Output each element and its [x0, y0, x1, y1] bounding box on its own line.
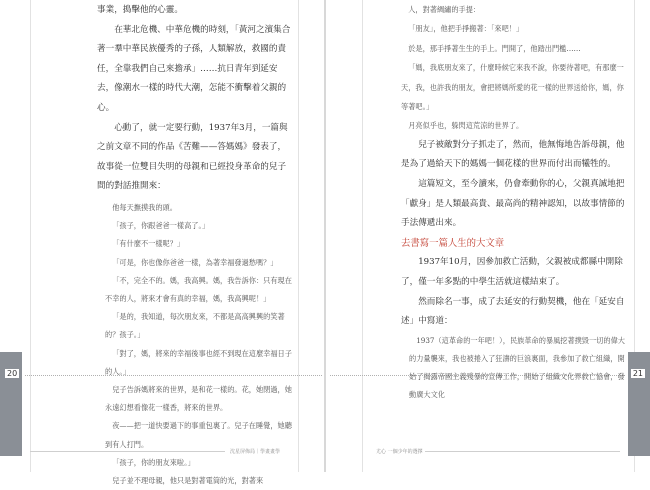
left-edge-band: [0, 352, 22, 456]
right-edge-band: [628, 352, 650, 456]
body-paragraph: 1937年10月，因參加救亡活動，父親被成都縣中開除了，僅一年多點的中學生活就這樣結束了。: [401, 257, 623, 287]
dialog-line: 他每天撫摸我的頭。: [112, 202, 177, 212]
right-page-number: 21: [632, 369, 643, 378]
body-paragraph: 這篇短文，至今讀來，仍會牽動你的心，父親真誠地把「獻身」是人類最高貴、最高尚的精神認知，以故事情節的手法傳遞出來。: [401, 179, 625, 229]
dialog-line: 「對了，媽，將來的幸福後事也經不到現在這麼幸福日子的人。」: [105, 348, 292, 376]
dialog-line: 「有什麼不一樣呢？」: [112, 239, 185, 249]
dialog-line: 「媽，我底朋友來了，什麼時候它來我不說，你要待著吧，有那麼一天，我，也許我的朋友，會把將媽所愛的花一樣的世界送給你，媽，你等著吧。」: [401, 63, 624, 112]
dialog-line: 兒子並不理母親，他只是對著電筒的光，對著來: [112, 475, 264, 485]
dialog-line: 於是，那手掙著生生的手上。門開了，他踏出門檻……: [408, 43, 581, 53]
dialog-line: 兒子告訴媽將來的世界，是和花一樣的。花，她閉過，她永遠幻想看像花一樣香，將來的世界。: [105, 384, 292, 413]
left-text-column: [97, 1, 293, 490]
dialog-line: 夜——把一道快要過下的事重包裏了。兒子在睡覺，她聽到有人打門。: [105, 421, 292, 449]
right-text-column: [401, 0, 626, 405]
dialog-block: [401, 0, 626, 136]
right-page-inner-line: [362, 0, 363, 472]
body-paragraph: 在華北危機、中華危機的時刻，「黃河之濱集合著一羣中華民族優秀的子孫，人類解放，救國的責任，全靠我們自己來擔承」……抗日青年到延安去，像潮水一樣的時代大潮，怎能不衝擊着父親的心。: [97, 24, 291, 113]
right-running-footer: 尤心 一個少年的選擇: [376, 449, 423, 455]
dialog-line: 「孩子，你跟爸爸一樣高了。」: [112, 221, 210, 231]
left-page-inner-line: [298, 0, 299, 472]
body-paragraph: 心動了，就一定要行動，1937年3月，一篇與之前文章不同的作品《苦難——答媽媽》發表了，故事從一位雙目失明的母親和已經投身革命的兒子間的對話推開來：: [97, 122, 288, 192]
left-page-margin-line: [30, 0, 31, 472]
dialog-line: 「孩子，你的朋友來啦。」: [112, 457, 195, 467]
quote-paragraph: 1937（這革命的一年吧！），民族革命的暴風挖著撲毀一切的偉大的力量襲來，我也被捲入了狂濤的巨浪裏面，我參加了救亡組織，開始了揭露帝國主義殘暴的宣傳工作，開始了組織文化界救亡協會，發動廣大文化: [409, 335, 625, 400]
quote-block: [401, 332, 626, 405]
left-running-footer: 沈星屏佈局｜學畫畫學: [230, 449, 281, 455]
dialog-line: 人，對著綢繡的手提：: [408, 5, 481, 14]
book-spine: [324, 0, 326, 472]
dialog-line: 「朋友」，他把手掙搬著：「來吧！」: [408, 24, 524, 34]
body-paragraph: 事業，搗擊他的心靈。: [97, 5, 183, 15]
body-paragraph: 然而除名一事，成了去延安的行動契機，他在「延安自述」中寫道：: [401, 296, 625, 327]
dialog-line: 「是的，我知道，每次朋友來，不都是高高興興的笑著的？孩子。」: [105, 312, 285, 340]
section-heading: 去書寫一篇人生的大文章: [401, 237, 505, 249]
left-page-number: 20: [7, 369, 18, 378]
dialog-line: 「不，完全不的。媽，我高興。媽，我告訴你：只有現在不幸的人，將來才會有真的幸福，媽，我高興呢！」: [105, 275, 292, 303]
dialog-line: 月亮似乎也，躲閃這荒涼的世界了。: [408, 121, 524, 131]
body-paragraph: 兒子被敵對分子抓走了，然而，他無悔地告訴母親，他是為了過給天下的媽媽一個花樣的世界而付出而犧牲的。: [401, 139, 625, 170]
dialog-line: 「可是，你也像你爸爸一樣，為著幸福發過愁嗎？」: [112, 257, 278, 267]
dialog-block: [97, 199, 293, 490]
right-footer-rule: [425, 451, 620, 452]
